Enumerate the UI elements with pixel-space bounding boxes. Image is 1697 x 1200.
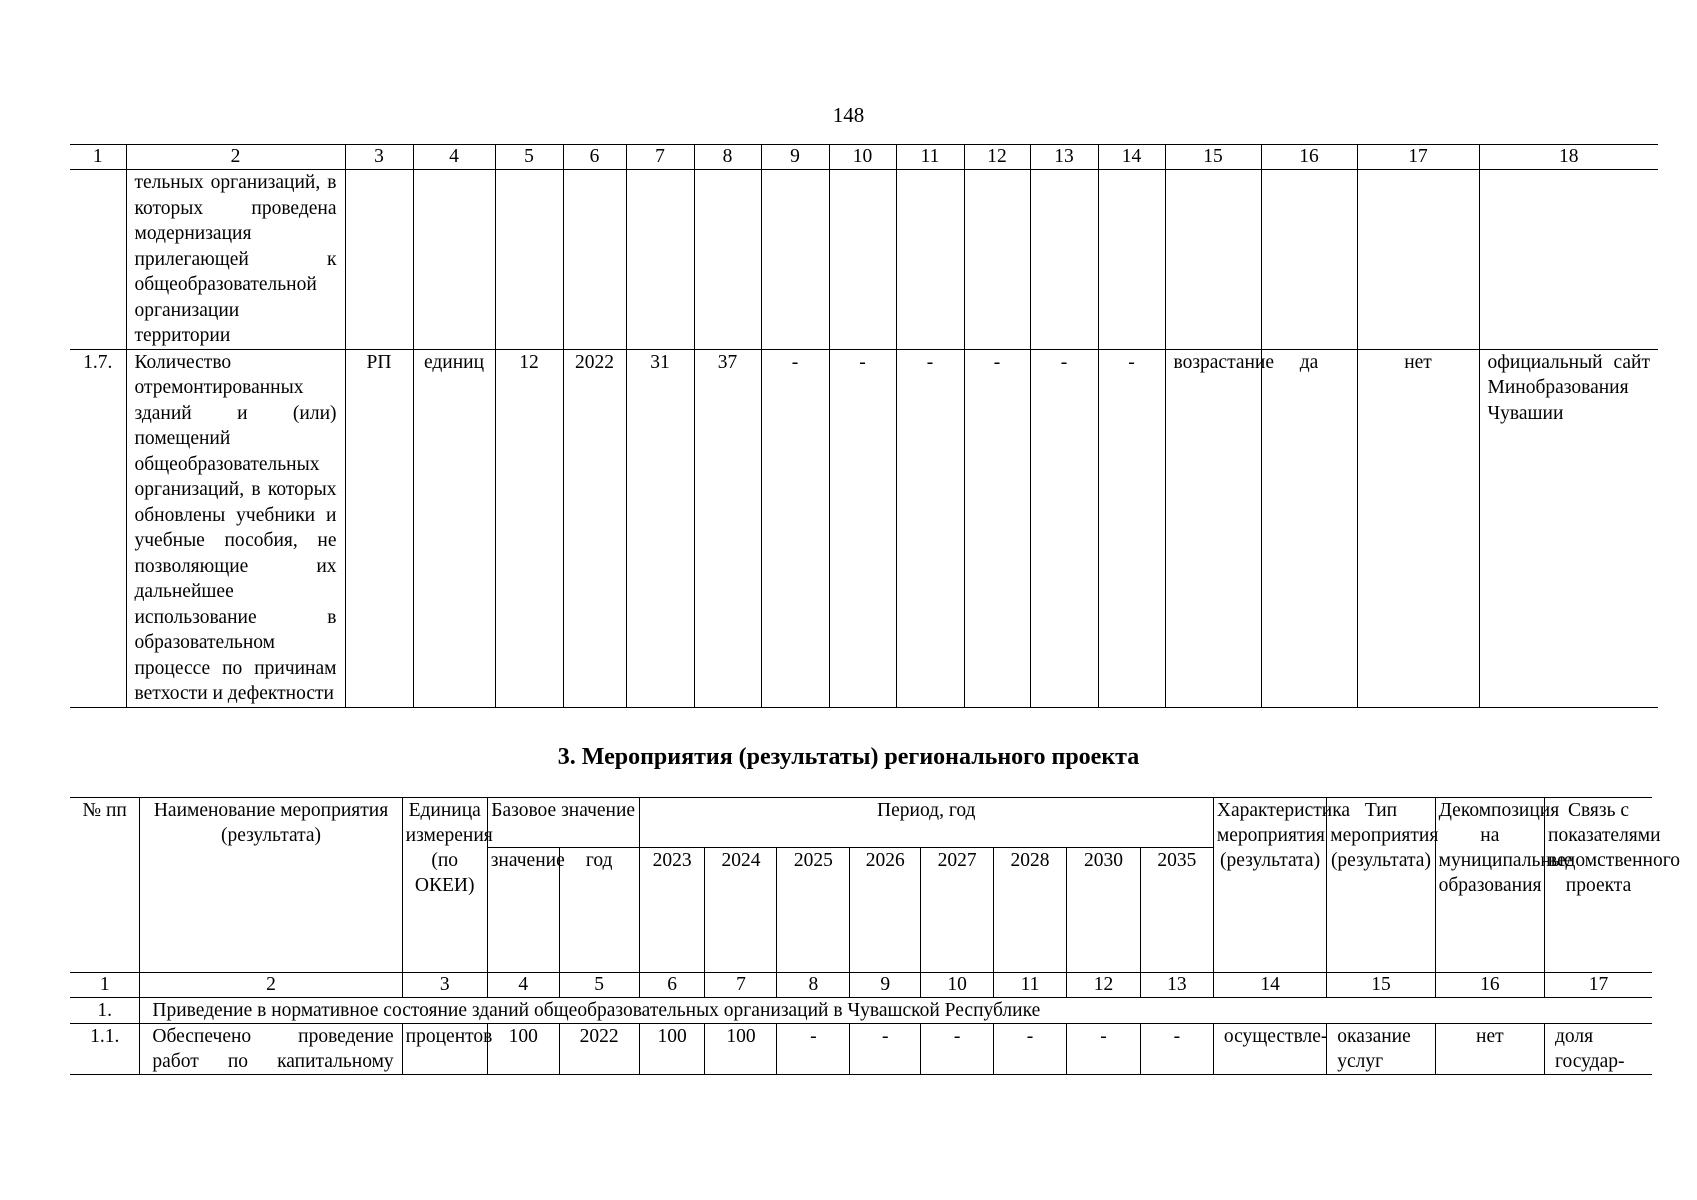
table-row-1-1 <box>70 1024 1652 1075</box>
column-number: 8 <box>694 145 761 170</box>
column-number: 3 <box>345 145 413 170</box>
header-year: 2024 <box>705 848 777 973</box>
column-number: 2 <box>126 145 345 170</box>
column-number: 4 <box>487 973 559 998</box>
value-cell: - <box>964 349 1030 707</box>
indicator-name-continued: тельных организаций, в которых проведена модернизация прилегающей к общеобразовательной организации территории <box>126 170 345 350</box>
header-link: Связь с показателями ведомственного проекта <box>1545 798 1652 973</box>
row-number: 1.1. <box>70 1024 140 1075</box>
header-num: № пп <box>70 798 140 973</box>
column-number: 7 <box>705 973 777 998</box>
value-cell: 31 <box>626 349 694 707</box>
header-year: 2026 <box>850 848 921 973</box>
row-number: 1. <box>70 998 140 1024</box>
activity-name: Обеспечено проведение работ по капитальному <box>140 1024 402 1075</box>
table-row-1-7 <box>70 349 1658 707</box>
unit-cell: процентов <box>402 1024 487 1075</box>
task-title: Приведение в нормативное состояние зданий общеобразовательных организаций в Чувашской Республике <box>140 998 1652 1024</box>
column-number: 17 <box>1545 973 1652 998</box>
value-cell: нет <box>1357 349 1479 707</box>
column-number: 17 <box>1357 145 1479 170</box>
column-number: 6 <box>563 145 626 170</box>
page-number: 148 <box>832 103 865 127</box>
column-number: 3 <box>402 973 487 998</box>
header-decomposition: Декомпозиция на муниципальные образования <box>1435 798 1544 973</box>
year-value-cell: 100 <box>639 1024 705 1075</box>
year-value-cell: - <box>1067 1024 1141 1075</box>
header-row-1 <box>70 798 1652 848</box>
column-number: 12 <box>1067 973 1141 998</box>
header-year: 2030 <box>1067 848 1141 973</box>
value-cell: - <box>896 349 964 707</box>
column-number: 16 <box>1261 145 1357 170</box>
column-number: 11 <box>896 145 964 170</box>
column-number: 18 <box>1479 145 1658 170</box>
table-header-row <box>70 145 1658 170</box>
column-number: 9 <box>850 973 921 998</box>
column-number: 12 <box>964 145 1030 170</box>
year-value-cell: - <box>921 1024 994 1075</box>
base-year-cell: 2022 <box>559 1024 639 1075</box>
column-number: 4 <box>413 145 495 170</box>
table-row-continuation <box>70 170 1658 350</box>
level-cell: РП <box>345 349 413 707</box>
column-number: 11 <box>994 973 1067 998</box>
header-year: 2035 <box>1140 848 1213 973</box>
value-cell: - <box>1030 349 1098 707</box>
value-cell: - <box>761 349 829 707</box>
header-year: 2027 <box>921 848 994 973</box>
section-title: 3. Мероприятия (результаты) регионального проекта <box>557 744 1140 770</box>
column-number: 13 <box>1030 145 1098 170</box>
value-cell: - <box>1098 349 1165 707</box>
column-number: 1 <box>70 145 126 170</box>
column-number: 6 <box>639 973 705 998</box>
characteristic-cell: осуществле- <box>1213 1024 1326 1075</box>
header-type: Тип мероприятия (результата) <box>1327 798 1435 973</box>
column-number: 10 <box>829 145 896 170</box>
column-number: 8 <box>777 973 850 998</box>
header-unit: Единица измерения (по ОКЕИ) <box>402 798 487 973</box>
column-number: 15 <box>1327 973 1435 998</box>
year-value-cell: - <box>1140 1024 1213 1075</box>
column-number: 5 <box>559 973 639 998</box>
column-numbers-row <box>70 973 1652 998</box>
column-number: 14 <box>1213 973 1326 998</box>
base-value-cell: 12 <box>495 349 563 707</box>
year-value-cell: - <box>777 1024 850 1075</box>
column-number: 7 <box>626 145 694 170</box>
column-number: 16 <box>1435 973 1544 998</box>
row-number: 1.7. <box>70 349 126 707</box>
type-cell: оказание услуг <box>1327 1024 1435 1075</box>
value-cell: да <box>1261 349 1357 707</box>
column-number: 5 <box>495 145 563 170</box>
year-value-cell: - <box>850 1024 921 1075</box>
column-number: 9 <box>761 145 829 170</box>
value-cell: - <box>829 349 896 707</box>
table-row-1 <box>70 998 1652 1024</box>
column-number: 1 <box>70 973 140 998</box>
header-year: 2025 <box>777 848 850 973</box>
header-period: Период, год <box>639 798 1213 848</box>
trend-cell: возрастание <box>1165 349 1261 707</box>
activities-table <box>70 797 1680 1075</box>
column-number: 15 <box>1165 145 1261 170</box>
header-base-year: год <box>559 848 639 973</box>
column-number: 14 <box>1098 145 1165 170</box>
decomposition-cell: нет <box>1435 1024 1544 1075</box>
link-cell: доля государ- <box>1545 1024 1652 1075</box>
base-year-cell: 2022 <box>563 349 626 707</box>
year-value-cell: - <box>994 1024 1067 1075</box>
header-base-value: значение <box>487 848 559 973</box>
header-year: 2028 <box>994 848 1067 973</box>
unit-cell: единиц <box>413 349 495 707</box>
header-year: 2023 <box>639 848 705 973</box>
base-value-cell: 100 <box>487 1024 559 1075</box>
column-number: 13 <box>1140 973 1213 998</box>
indicators-table <box>70 144 1658 708</box>
column-number: 2 <box>140 973 402 998</box>
header-name: Наименование мероприятия (результата) <box>140 798 402 973</box>
value-cell: 37 <box>694 349 761 707</box>
indicator-name: Количество отремонтированных зданий и (или) помещений общеобразовательных организаций, в которых обновлены учебники и учебные пособия, не позволяющие их дальнейшее использование в образовательном процессе по причинам ветхости и дефектности <box>126 349 345 707</box>
column-number: 10 <box>921 973 994 998</box>
header-characteristic: Характеристика мероприятия (результата) <box>1213 798 1326 973</box>
source-cell: официальный сайт Минобразования Чувашии <box>1479 349 1658 707</box>
year-value-cell: 100 <box>705 1024 777 1075</box>
header-base: Базовое значение <box>487 798 639 848</box>
